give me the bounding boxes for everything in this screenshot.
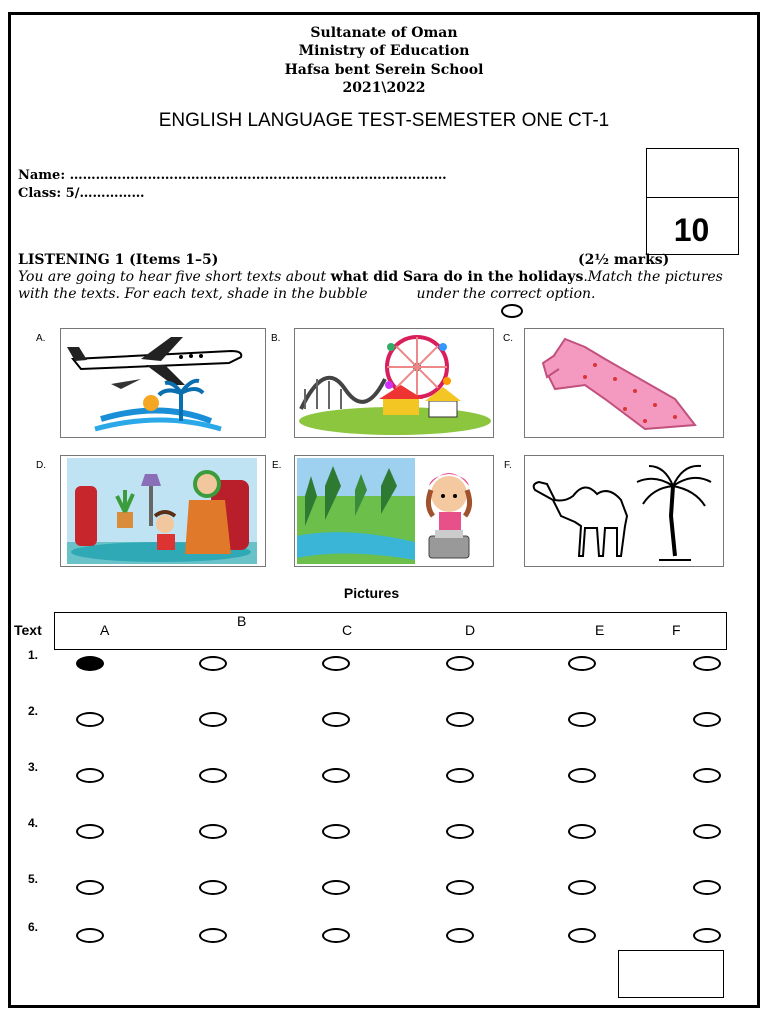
row-number: 2. [28, 704, 39, 718]
picture-label-b: B. [271, 333, 281, 344]
row-number: 3. [28, 760, 39, 774]
answer-bubble-2-c[interactable] [322, 712, 350, 727]
text-heading: Text [14, 622, 42, 638]
answer-bubble-3-e[interactable] [568, 768, 596, 783]
row-number: 4. [28, 816, 39, 830]
picture-label-a: A. [36, 333, 46, 344]
total-score: 10 [673, 212, 710, 248]
answer-bubble-3-b[interactable] [199, 768, 227, 783]
year-line: 2021\2022 [342, 80, 426, 96]
answer-bubble-6-b[interactable] [199, 928, 227, 943]
answer-bubble-3-d[interactable] [446, 768, 474, 783]
answer-bubble-5-e[interactable] [568, 880, 596, 895]
bottom-mark-box [618, 950, 724, 998]
answer-bubble-2-f[interactable] [693, 712, 721, 727]
answer-bubble-6-d[interactable] [446, 928, 474, 943]
answer-bubble-6-c[interactable] [322, 928, 350, 943]
answer-bubble-2-e[interactable] [568, 712, 596, 727]
answer-bubble-1-d[interactable] [446, 656, 474, 671]
class-field[interactable]: Class: 5/…………… [18, 186, 145, 201]
answer-bubble-6-e[interactable] [568, 928, 596, 943]
answer-bubble-5-c[interactable] [322, 880, 350, 895]
test-title: ENGLISH LANGUAGE TEST-SEMESTER ONE CT-1 [158, 110, 610, 131]
answer-bubble-3-a[interactable] [76, 768, 104, 783]
picture-b-amusement-park [294, 328, 494, 438]
river-cooking-icon [295, 456, 493, 566]
answer-bubble-3-c[interactable] [322, 768, 350, 783]
answer-bubble-4-b[interactable] [199, 824, 227, 839]
row-number: 6. [28, 920, 39, 934]
answer-bubble-2-d[interactable] [446, 712, 474, 727]
column-label-f: F [672, 622, 681, 638]
picture-label-e: E. [272, 460, 282, 471]
section-marks: (2½ marks) [578, 252, 670, 268]
picture-f-camel-palm [524, 455, 724, 567]
picture-c-pink-dress [524, 328, 724, 438]
grandmother-child-icon [61, 456, 265, 566]
amusement-park-icon [295, 329, 493, 437]
answer-bubble-5-f[interactable] [693, 880, 721, 895]
picture-a-airplane-island [60, 328, 266, 438]
column-label-a: A [100, 622, 110, 638]
school-line: Hafsa bent Serein School [284, 62, 484, 78]
column-label-b: B [237, 613, 247, 629]
section-heading: LISTENING 1 (Items 1–5) [18, 252, 219, 268]
answer-bubble-3-f[interactable] [693, 768, 721, 783]
instructions: You are going to hear five short texts about what did Sara do in the holidays.Match the pictures with the texts. For each text, shade in the bubble under the correct option. [18, 269, 723, 302]
answer-bubble-6-f[interactable] [693, 928, 721, 943]
answer-bubble-5-a[interactable] [76, 880, 104, 895]
column-label-c: C [342, 622, 353, 638]
answer-bubble-2-a[interactable] [76, 712, 104, 727]
airplane-island-icon [61, 329, 265, 437]
score-box-top [646, 148, 739, 198]
column-header-bar [54, 612, 727, 650]
column-label-e: E [595, 622, 605, 638]
row-number: 1. [28, 648, 39, 662]
row-number: 5. [28, 872, 39, 886]
answer-bubble-4-e[interactable] [568, 824, 596, 839]
picture-d-grandmother-child [60, 455, 266, 567]
answer-bubble-4-a[interactable] [76, 824, 104, 839]
answer-bubble-2-b[interactable] [199, 712, 227, 727]
pictures-heading: Pictures [343, 585, 400, 601]
answer-bubble-1-e[interactable] [568, 656, 596, 671]
name-field[interactable]: Name: …………………………………………………………………………… [18, 168, 447, 183]
country-line: Sultanate of Oman [310, 25, 458, 41]
answer-bubble-5-d[interactable] [446, 880, 474, 895]
answer-bubble-5-b[interactable] [199, 880, 227, 895]
camel-palm-icon [525, 456, 723, 566]
answer-bubble-1-b[interactable] [199, 656, 227, 671]
answer-bubble-1-c[interactable] [322, 656, 350, 671]
answer-bubble-6-a[interactable] [76, 928, 104, 943]
answer-bubble-4-f[interactable] [693, 824, 721, 839]
answer-bubble-4-d[interactable] [446, 824, 474, 839]
picture-label-f: F. [504, 460, 512, 471]
example-bubble [501, 304, 523, 318]
picture-label-c: C. [503, 333, 513, 344]
picture-e-river-girl-cooking [294, 455, 494, 567]
pink-dress-icon [525, 329, 723, 437]
column-label-d: D [465, 622, 476, 638]
answer-bubble-1-a[interactable] [76, 656, 104, 671]
picture-label-d: D. [36, 460, 46, 471]
answer-bubble-4-c[interactable] [322, 824, 350, 839]
ministry-line: Ministry of Education [298, 43, 470, 59]
answer-bubble-1-f[interactable] [693, 656, 721, 671]
